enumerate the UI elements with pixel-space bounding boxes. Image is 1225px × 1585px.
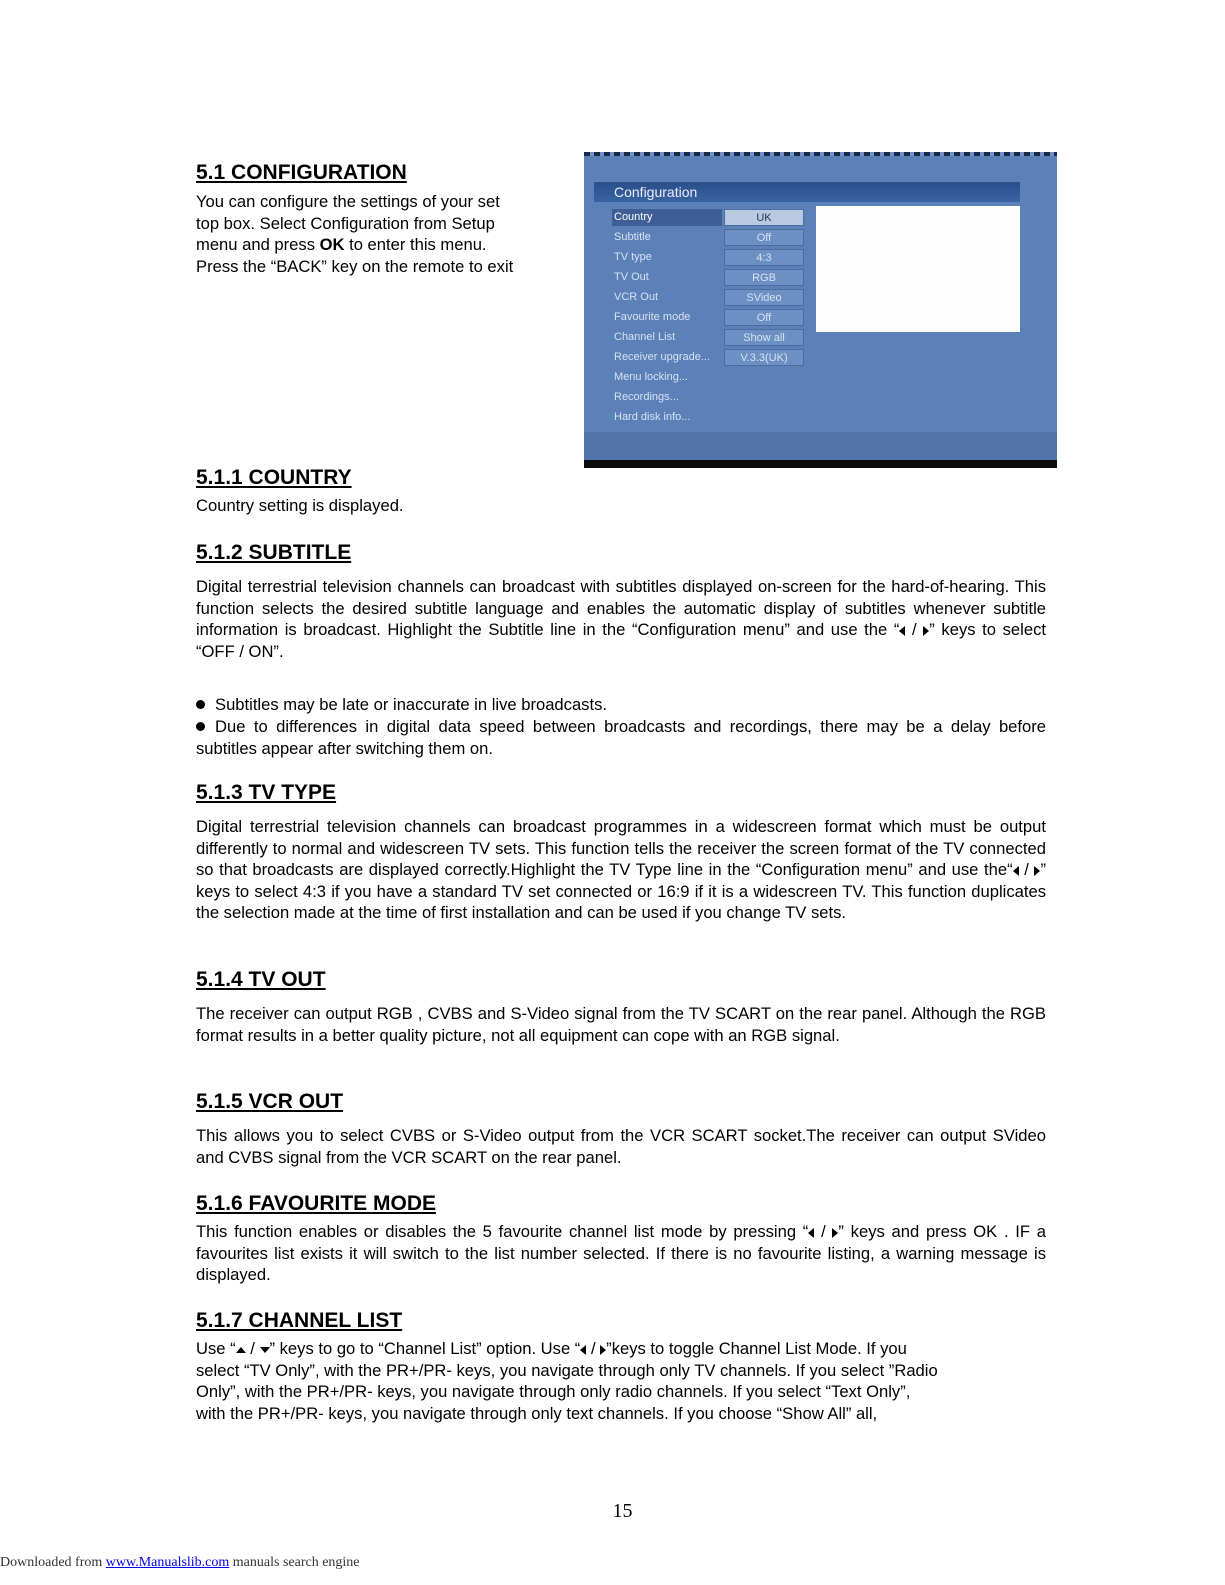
page-number: 15 [612,1500,633,1522]
down-arrow-icon [260,1347,270,1353]
manualslib-link[interactable]: www.Manualslib.com [105,1555,230,1570]
paragraph: The receiver can output RGB , CVBS and S-Video signal from the TV SCART on the rear panel. Although the RGB format results in a better quality picture, not all equipment can cope with an RGB signal. [196,1004,1046,1045]
section-subtitle [196,541,1046,759]
section-heading: 5.1.2 SUBTITLE [196,541,352,564]
bullet-item: Due to differences in digital data speed between broadcasts and recordings, there may be a delay before subtitles appear after switching them on. [196,716,1046,758]
paragraph-line: with the PR+/PR- keys, you navigate through only text channels. If you choose “Show All” all, [196,1403,878,1423]
section-heading: 5.1.7 CHANNEL LIST [196,1309,403,1332]
section-vcr-out [196,1090,1046,1168]
paragraph-line: Use “ / ” keys to go to “Channel List” option. Use “ / ”keys to toggle Channel List Mode. If you [196,1339,907,1358]
screen-top-edge [584,152,1057,156]
paragraph-line: Only”, with the PR+/PR- keys, you navigate through only radio channels. If you select “Text Only”, [196,1382,911,1402]
section-country [196,466,1046,517]
section-heading: 5.1.6 FAVOURITE MODE [196,1192,436,1215]
bullet-icon [196,722,205,731]
paragraph: Country setting is displayed. [196,496,404,515]
paragraph-line: Press the “BACK” key on the remote to exit [196,256,514,276]
paragraph: This allows you to select CVBS or S-Video output from the VCR SCART socket.The receiver can output SVideo and CVBS signal from the VCR SCART on the rear panel. [196,1126,1046,1167]
menu-row-tv-type: TV type 4:3 [612,249,892,266]
section-heading: 5.1.3 TV TYPE [196,781,337,804]
paragraph-line: top box. Select Configuration from Setup [196,213,495,233]
section-heading: 5.1.4 TV OUT [196,968,326,991]
section-configuration [196,161,566,277]
configuration-menu-screenshot [584,152,1057,468]
menu-row-country: Country UK [612,209,892,226]
menu-row-subtitle: Subtitle Off [612,229,892,246]
bullet-icon [196,700,205,709]
bullet-item: Subtitles may be late or inaccurate in live broadcasts. [196,694,1046,716]
section-tv-out [196,968,1046,1046]
section-channel-list [196,1309,1046,1424]
download-footer: Downloaded from www.Manualslib.com manuals search engine [0,1555,360,1570]
paragraph-line: You can configure the settings of your set [196,192,500,211]
section-heading: 5.1.5 VCR OUT [196,1090,344,1113]
paragraph-line: select “TV Only”, with the PR+/PR- keys, you navigate through only TV channels. If you select ”Radio [196,1360,938,1380]
paragraph: Digital terrestrial television channels can broadcast programmes in a widescreen format which must be output differently to normal and widescreen TV sets. This function tells the receiver the screen format of the TV connected so that broadcasts are displayed correctly.Highlight the TV Type line in the “Configuration menu” and use the“ / ” keys to select 4:3 if you have a standard TV set connected or 16:9 if it is a widescreen TV. This function duplicates the selection made at the time of first installation and can be used if you change TV sets. [196,817,1046,923]
menu-footer-bar [584,432,1057,460]
up-arrow-icon [236,1347,246,1353]
section-favourite-mode [196,1192,1046,1286]
info-panel [816,206,1020,332]
menu-title: Configuration [594,182,1020,202]
paragraph: Digital terrestrial television channels can broadcast with subtitles displayed on-screen for the hard-of-hearing. This function selects the desired subtitle language and enables the automatic display of subtitles whenever subtitle information is broadcast. Highlight the Subtitle line in the “Configuration menu” and use the “ / ” keys to select “OFF / ON”. [196,577,1046,661]
menu-row-channel-list: Channel List Show all [612,329,892,346]
ok-key-label: OK [319,235,345,255]
menu-row-hard-disk-info: Hard disk info... [614,411,691,423]
section-heading: 5.1.1 COUNTRY [196,466,352,489]
paragraph-line: menu and press OK to enter this menu. [196,235,487,255]
menu-row-menu-locking: Menu locking... [614,371,688,383]
paragraph: This function enables or disables the 5 favourite channel list mode by pressing “ / ” keys and press OK . IF a favourites list exists it will switch to the list number selected. If there is no favourite listing, a warning message is displayed. [196,1222,1046,1285]
menu-row-recordings: Recordings... [614,391,679,403]
menu-row-vcr-out: VCR Out SVideo [612,289,892,306]
menu-row-receiver-upgrade: Receiver upgrade... V.3.3(UK) [612,349,892,366]
section-tv-type [196,781,1046,924]
menu-row-tv-out: TV Out RGB [612,269,892,286]
section-heading: 5.1 CONFIGURATION [196,161,407,184]
menu-row-favourite-mode: Favourite mode Off [612,309,892,326]
